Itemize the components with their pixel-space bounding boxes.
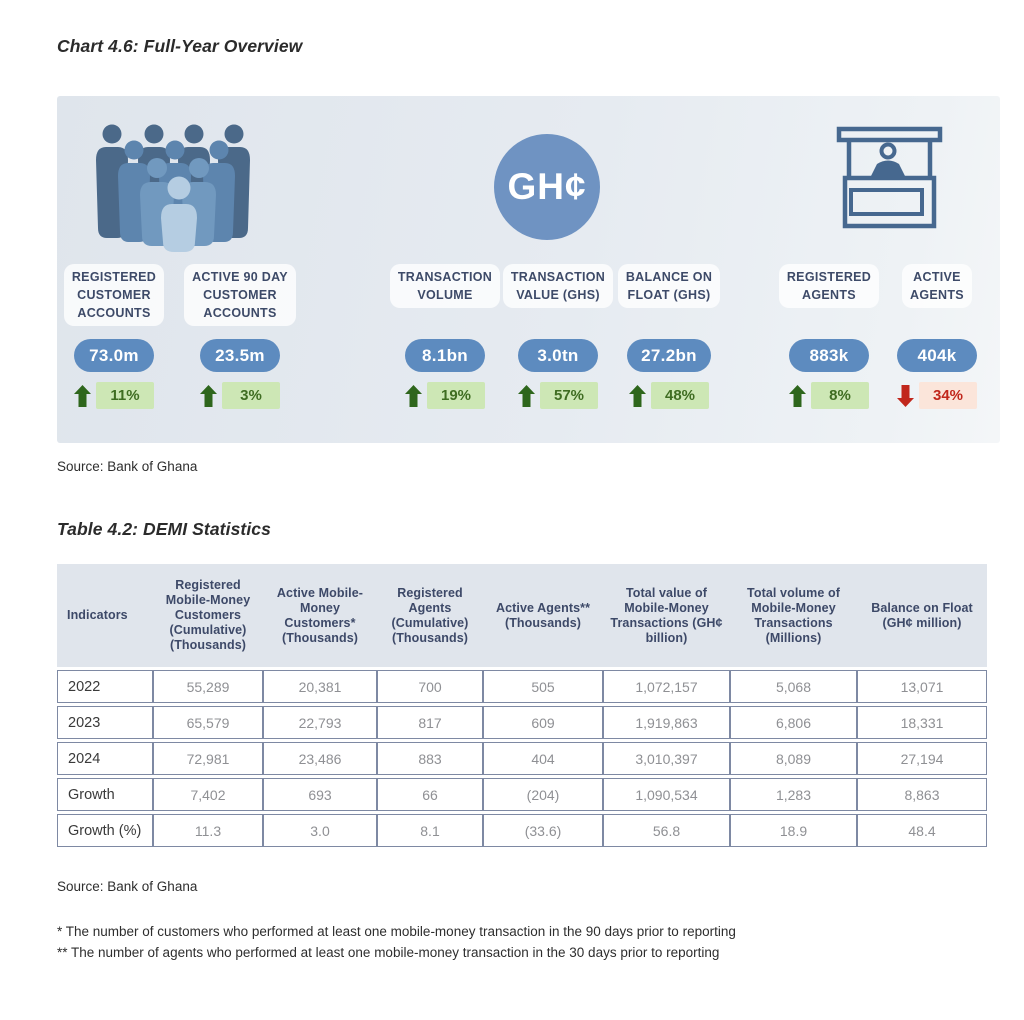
header-active-customers: Active Mobile-Money Customers* (Thousands) — [263, 564, 377, 667]
table-row — [57, 814, 987, 847]
chart-source: Source: Bank of Ghana — [57, 459, 198, 474]
cell: 48.4 — [857, 814, 987, 847]
stat-label: REGISTERED AGENTS — [779, 264, 879, 308]
header-active-agents: Active Agents** (Thousands) — [483, 564, 603, 667]
table-header-row — [57, 564, 987, 667]
change-badge: 8% — [811, 382, 869, 409]
cell: 609 — [483, 706, 603, 739]
table-title: Table 4.2: DEMI Statistics — [57, 519, 271, 539]
cell: 6,806 — [730, 706, 857, 739]
cell: 20,381 — [263, 670, 377, 703]
cell: 11.3 — [153, 814, 263, 847]
change-badge: 34% — [919, 382, 977, 409]
cell: 3,010,397 — [603, 742, 730, 775]
cell: (33.6) — [483, 814, 603, 847]
chart-panel — [57, 96, 1000, 443]
cell: 700 — [377, 670, 483, 703]
stat-label: TRANSACTION VALUE (GHS) — [503, 264, 613, 308]
cell: 23,486 — [263, 742, 377, 775]
footnote-customers: * The number of customers who performed at least one mobile-money transaction in the 90 days prior to reporting — [57, 924, 736, 939]
table-row — [57, 742, 987, 775]
cell: 1,283 — [730, 778, 857, 811]
cell: 18.9 — [730, 814, 857, 847]
header-indicators: Indicators — [57, 564, 153, 667]
change-badge: 48% — [651, 382, 709, 409]
cell: 13,071 — [857, 670, 987, 703]
cell: 18,331 — [857, 706, 987, 739]
up-arrow-icon — [789, 385, 806, 407]
table-row — [57, 778, 987, 811]
cell: 404 — [483, 742, 603, 775]
up-arrow-icon — [629, 385, 646, 407]
stat-value-pill: 27.2bn — [627, 339, 711, 372]
cell: 27,194 — [857, 742, 987, 775]
table-source: Source: Bank of Ghana — [57, 879, 198, 894]
cell: 8.1 — [377, 814, 483, 847]
cell: 1,072,157 — [603, 670, 730, 703]
cell: 56.8 — [603, 814, 730, 847]
table-row — [57, 670, 987, 703]
up-arrow-icon — [405, 385, 422, 407]
cell: 1,919,863 — [603, 706, 730, 739]
down-arrow-icon — [897, 385, 914, 407]
up-arrow-icon — [200, 385, 217, 407]
cell: (204) — [483, 778, 603, 811]
footnote-agents: ** The number of agents who performed at least one mobile-money transaction in the 30 days prior to reporting — [57, 945, 720, 960]
cell: 3.0 — [263, 814, 377, 847]
row-label: 2022 — [57, 670, 153, 703]
change-badge: 57% — [540, 382, 598, 409]
stat-active-90-day-customer-accounts — [175, 264, 305, 409]
stat-change — [518, 382, 598, 409]
row-label: Growth (%) — [57, 814, 153, 847]
cedi-coin-icon — [494, 134, 600, 240]
row-label: 2023 — [57, 706, 153, 739]
stat-registered-customer-accounts — [49, 264, 179, 409]
stat-balance-on-float — [604, 264, 734, 409]
cell: 5,068 — [730, 670, 857, 703]
cell: 72,981 — [153, 742, 263, 775]
stat-value-pill: 404k — [897, 339, 977, 372]
stat-change — [629, 382, 709, 409]
stat-value-pill: 23.5m — [200, 339, 280, 372]
table-row — [57, 706, 987, 739]
header-registered-customers: Registered Mobile-Money Customers (Cumulative) (Thousands) — [153, 564, 263, 667]
cell: 8,863 — [857, 778, 987, 811]
stat-change — [200, 382, 280, 409]
stat-value-pill: 883k — [789, 339, 869, 372]
coin-label: GH¢ — [507, 166, 587, 207]
stat-change — [74, 382, 154, 409]
header-registered-agents: Registered Agents (Cumulative) (Thousands) — [377, 564, 483, 667]
stat-label: TRANSACTION VOLUME — [390, 264, 500, 308]
row-label: 2024 — [57, 742, 153, 775]
stat-change — [897, 382, 977, 409]
up-arrow-icon — [518, 385, 535, 407]
stat-label: BALANCE ON FLOAT (GHS) — [618, 264, 720, 308]
change-badge: 19% — [427, 382, 485, 409]
header-total-value: Total value of Mobile-Money Transactions (GH¢ billion) — [603, 564, 730, 667]
cell: 22,793 — [263, 706, 377, 739]
header-balance-on-float: Balance on Float (GH¢ million) — [857, 564, 987, 667]
change-badge: 11% — [96, 382, 154, 409]
cell: 817 — [377, 706, 483, 739]
cell: 66 — [377, 778, 483, 811]
stat-label: REGISTERED CUSTOMER ACCOUNTS — [64, 264, 164, 326]
demi-statistics-table — [57, 561, 987, 850]
stat-active-agents — [872, 264, 1002, 409]
up-arrow-icon — [74, 385, 91, 407]
row-label: Growth — [57, 778, 153, 811]
header-total-volume: Total volume of Mobile-Money Transactions (Millions) — [730, 564, 857, 667]
cell: 55,289 — [153, 670, 263, 703]
cell: 1,090,534 — [603, 778, 730, 811]
crowd-icon — [95, 122, 255, 252]
stat-change — [405, 382, 485, 409]
stat-label: ACTIVE AGENTS — [902, 264, 972, 308]
stat-value-pill: 3.0tn — [518, 339, 598, 372]
cell: 8,089 — [730, 742, 857, 775]
stat-change — [789, 382, 869, 409]
stat-value-pill: 73.0m — [74, 339, 154, 372]
stat-label: ACTIVE 90 DAY CUSTOMER ACCOUNTS — [184, 264, 296, 326]
cell: 693 — [263, 778, 377, 811]
cell: 7,402 — [153, 778, 263, 811]
chart-title: Chart 4.6: Full-Year Overview — [57, 36, 303, 56]
cell: 505 — [483, 670, 603, 703]
footnotes — [57, 921, 736, 963]
stat-value-pill: 8.1bn — [405, 339, 485, 372]
agent-booth-icon — [836, 126, 943, 238]
stat-transaction-volume — [380, 264, 510, 409]
cell: 65,579 — [153, 706, 263, 739]
change-badge: 3% — [222, 382, 280, 409]
cell: 883 — [377, 742, 483, 775]
